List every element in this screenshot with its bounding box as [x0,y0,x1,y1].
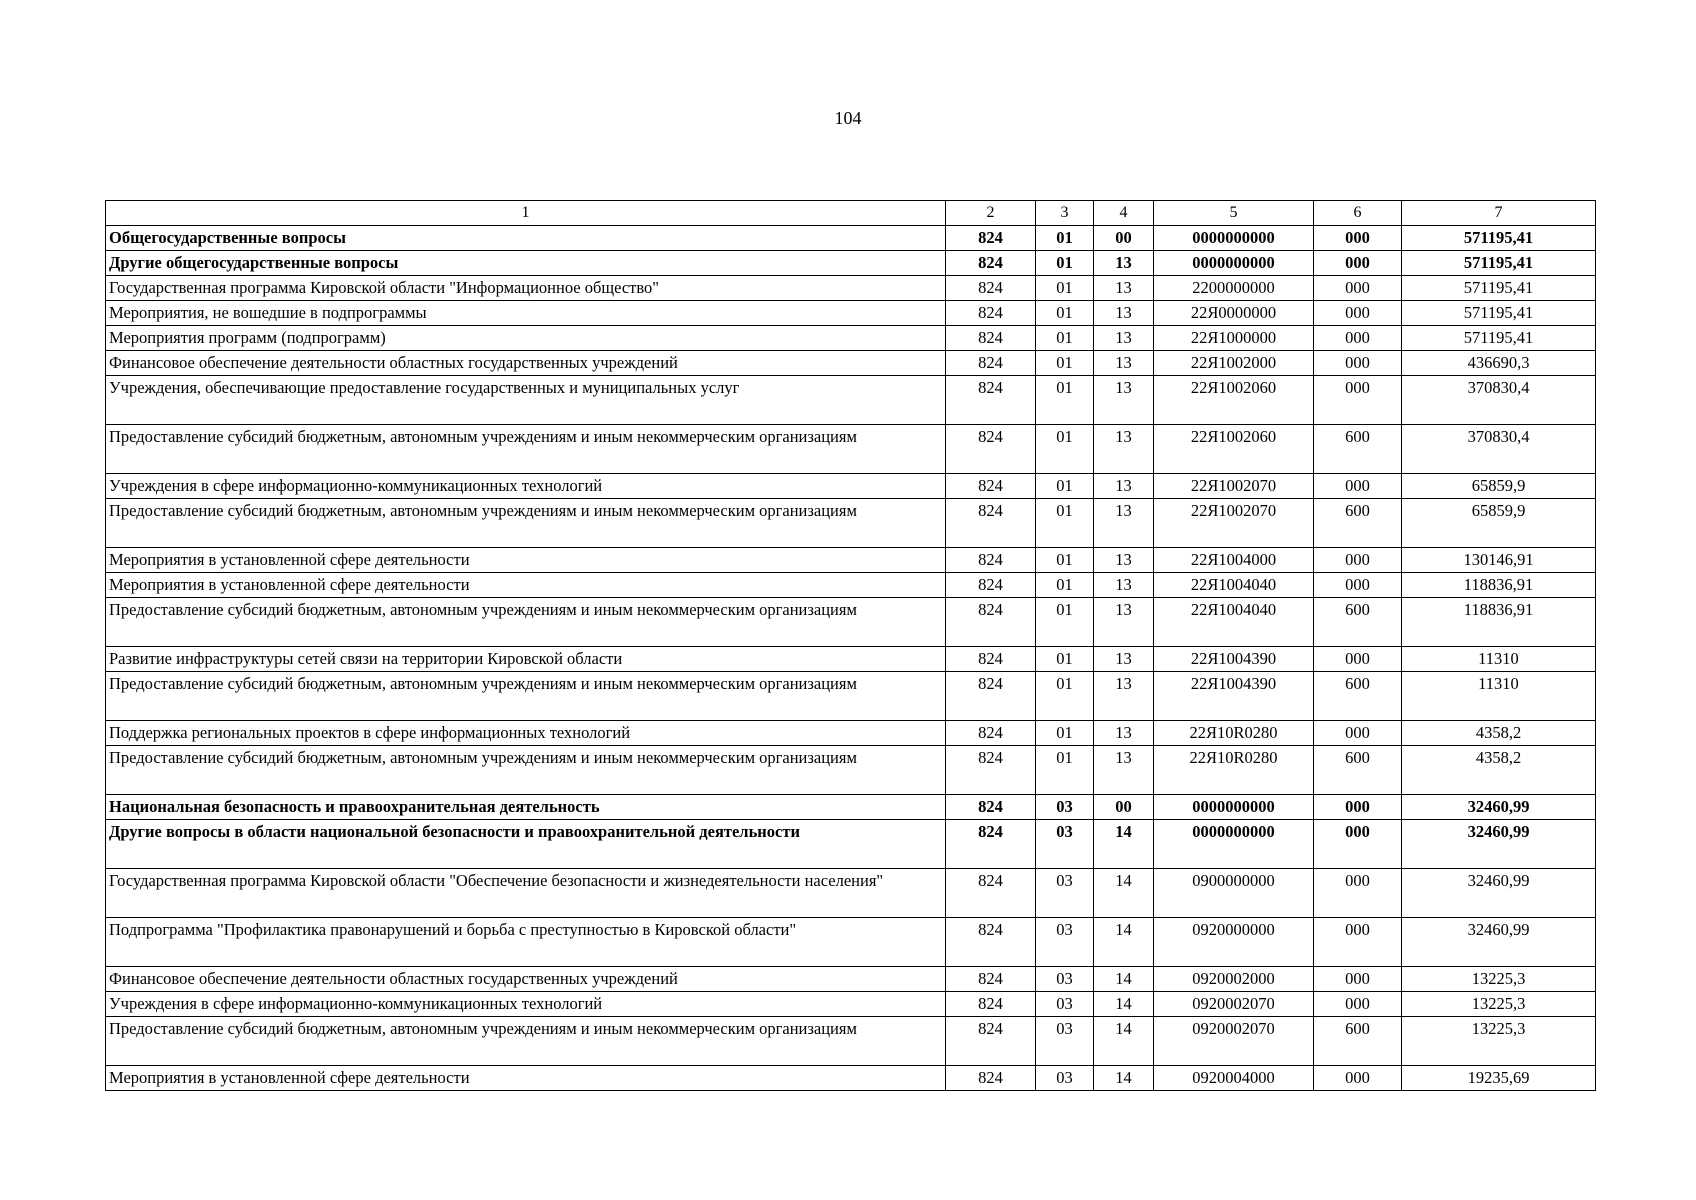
row-col-6: 000 [1314,721,1402,746]
row-col-3: 03 [1036,967,1094,992]
row-col-6: 000 [1314,918,1402,967]
row-col-6: 000 [1314,869,1402,918]
row-col-5: 22Я1004040 [1154,573,1314,598]
row-col-2: 824 [946,301,1036,326]
row-col-4: 13 [1094,598,1154,647]
row-col-6: 000 [1314,276,1402,301]
row-col-3: 01 [1036,573,1094,598]
row-col-2: 824 [946,795,1036,820]
row-amount: 11310 [1402,647,1596,672]
row-col-6: 600 [1314,746,1402,795]
row-col-2: 824 [946,573,1036,598]
row-col-4: 13 [1094,746,1154,795]
row-col-5: 22Я1002070 [1154,499,1314,548]
column-header-4: 4 [1094,201,1154,226]
row-col-6: 000 [1314,647,1402,672]
row-col-2: 824 [946,967,1036,992]
row-name: Мероприятия программ (подпрограмм) [106,326,946,351]
row-col-4: 00 [1094,226,1154,251]
row-col-2: 824 [946,598,1036,647]
row-col-2: 824 [946,226,1036,251]
row-name: Мероприятия в установленной сфере деятельности [106,548,946,573]
row-col-4: 13 [1094,548,1154,573]
table-body [106,226,1596,1091]
row-col-6: 000 [1314,820,1402,869]
row-name: Мероприятия в установленной сфере деятельности [106,1066,946,1091]
table-row [106,746,1596,795]
row-col-3: 03 [1036,820,1094,869]
column-header-6: 6 [1314,201,1402,226]
row-col-3: 01 [1036,251,1094,276]
row-amount: 13225,3 [1402,992,1596,1017]
row-col-6: 600 [1314,499,1402,548]
table-row [106,376,1596,425]
row-col-4: 13 [1094,251,1154,276]
row-col-3: 03 [1036,1017,1094,1066]
row-col-6: 000 [1314,351,1402,376]
row-name: Развитие инфраструктуры сетей связи на территории Кировской области [106,647,946,672]
row-name: Предоставление субсидий бюджетным, автономным учреждениям и иным некоммерческим организациям [106,425,946,474]
row-col-6: 600 [1314,1017,1402,1066]
row-col-5: 22Я1002070 [1154,474,1314,499]
row-col-5: 0000000000 [1154,226,1314,251]
row-amount: 19235,69 [1402,1066,1596,1091]
row-col-2: 824 [946,326,1036,351]
row-col-4: 13 [1094,276,1154,301]
row-col-4: 13 [1094,499,1154,548]
row-col-3: 03 [1036,869,1094,918]
row-name: Мероприятия, не вошедшие в подпрограммы [106,301,946,326]
row-col-2: 824 [946,276,1036,301]
row-col-5: 22Я1004040 [1154,598,1314,647]
table-row [106,1017,1596,1066]
row-col-6: 000 [1314,326,1402,351]
row-name: Поддержка региональных проектов в сфере информационных технологий [106,721,946,746]
row-col-2: 824 [946,992,1036,1017]
row-col-6: 000 [1314,226,1402,251]
table-row [106,1066,1596,1091]
row-col-5: 22Я1000000 [1154,326,1314,351]
row-col-6: 000 [1314,573,1402,598]
row-col-6: 000 [1314,301,1402,326]
table-row [106,351,1596,376]
row-col-4: 14 [1094,820,1154,869]
row-col-2: 824 [946,918,1036,967]
row-col-3: 01 [1036,548,1094,573]
row-col-3: 03 [1036,918,1094,967]
budget-table [105,200,1596,1091]
row-name: Учреждения в сфере информационно-коммуникационных технологий [106,474,946,499]
column-header-1: 1 [106,201,946,226]
row-amount: 4358,2 [1402,721,1596,746]
table-row [106,474,1596,499]
table-row [106,276,1596,301]
row-col-2: 824 [946,672,1036,721]
row-col-4: 14 [1094,918,1154,967]
row-amount: 571195,41 [1402,276,1596,301]
row-col-6: 000 [1314,1066,1402,1091]
table-row [106,548,1596,573]
row-col-5: 22Я1004390 [1154,647,1314,672]
row-col-3: 01 [1036,647,1094,672]
row-col-6: 000 [1314,967,1402,992]
table-row [106,251,1596,276]
row-col-2: 824 [946,548,1036,573]
table-row [106,499,1596,548]
row-col-5: 22Я10R0280 [1154,721,1314,746]
row-amount: 370830,4 [1402,376,1596,425]
row-col-3: 01 [1036,474,1094,499]
row-name: Другие общегосударственные вопросы [106,251,946,276]
table-row [106,647,1596,672]
row-amount: 118836,91 [1402,573,1596,598]
row-col-5: 2200000000 [1154,276,1314,301]
column-header-5: 5 [1154,201,1314,226]
row-amount: 65859,9 [1402,499,1596,548]
row-col-5: 0900000000 [1154,869,1314,918]
table-row [106,820,1596,869]
row-col-3: 03 [1036,795,1094,820]
row-col-3: 01 [1036,226,1094,251]
row-col-2: 824 [946,351,1036,376]
row-amount: 13225,3 [1402,1017,1596,1066]
table-row [106,967,1596,992]
row-name: Общегосударственные вопросы [106,226,946,251]
table-row [106,425,1596,474]
row-col-6: 000 [1314,376,1402,425]
table-row [106,672,1596,721]
row-name: Государственная программа Кировской области "Обеспечение безопасности и жизнедеятельности населения" [106,869,946,918]
row-col-2: 824 [946,869,1036,918]
table-row [106,226,1596,251]
table-row [106,326,1596,351]
row-col-5: 22Я1002000 [1154,351,1314,376]
row-amount: 571195,41 [1402,251,1596,276]
row-col-5: 0920002070 [1154,1017,1314,1066]
table-row [106,598,1596,647]
row-col-3: 03 [1036,992,1094,1017]
row-col-4: 14 [1094,967,1154,992]
row-col-5: 0000000000 [1154,795,1314,820]
row-col-4: 13 [1094,326,1154,351]
row-name: Финансовое обеспечение деятельности областных государственных учреждений [106,967,946,992]
row-col-5: 22Я10R0280 [1154,746,1314,795]
row-col-3: 01 [1036,672,1094,721]
row-col-2: 824 [946,820,1036,869]
row-col-3: 01 [1036,425,1094,474]
row-col-4: 13 [1094,573,1154,598]
row-amount: 13225,3 [1402,967,1596,992]
row-name: Учреждения, обеспечивающие предоставление государственных и муниципальных услуг [106,376,946,425]
row-col-5: 0920000000 [1154,918,1314,967]
row-col-4: 13 [1094,721,1154,746]
row-name: Другие вопросы в области национальной безопасности и правоохранительной деятельности [106,820,946,869]
row-amount: 370830,4 [1402,425,1596,474]
row-amount: 32460,99 [1402,918,1596,967]
row-name: Финансовое обеспечение деятельности областных государственных учреждений [106,351,946,376]
table-row [106,721,1596,746]
table-row [106,573,1596,598]
row-col-2: 824 [946,746,1036,795]
row-col-2: 824 [946,721,1036,746]
column-header-3: 3 [1036,201,1094,226]
row-col-6: 000 [1314,474,1402,499]
row-name: Подпрограмма "Профилактика правонарушений и борьба с преступностью в Кировской области" [106,918,946,967]
row-col-5: 22Я0000000 [1154,301,1314,326]
table-header [106,201,1596,226]
row-name: Предоставление субсидий бюджетным, автономным учреждениям и иным некоммерческим организациям [106,499,946,548]
row-amount: 571195,41 [1402,326,1596,351]
row-col-4: 14 [1094,1017,1154,1066]
row-amount: 118836,91 [1402,598,1596,647]
row-col-5: 0000000000 [1154,251,1314,276]
row-amount: 571195,41 [1402,301,1596,326]
row-col-6: 600 [1314,598,1402,647]
column-header-7: 7 [1402,201,1596,226]
row-col-3: 03 [1036,1066,1094,1091]
header-row [106,201,1596,226]
table-row [106,869,1596,918]
row-col-3: 01 [1036,598,1094,647]
row-col-2: 824 [946,1017,1036,1066]
row-col-5: 22Я1004390 [1154,672,1314,721]
row-amount: 32460,99 [1402,869,1596,918]
row-col-6: 000 [1314,992,1402,1017]
row-col-4: 14 [1094,869,1154,918]
row-col-5: 22Я1004000 [1154,548,1314,573]
table-row [106,992,1596,1017]
row-col-4: 13 [1094,672,1154,721]
row-col-4: 13 [1094,647,1154,672]
table-row [106,795,1596,820]
row-col-6: 600 [1314,425,1402,474]
row-col-5: 0000000000 [1154,820,1314,869]
row-col-5: 0920002000 [1154,967,1314,992]
row-name: Предоставление субсидий бюджетным, автономным учреждениям и иным некоммерческим организациям [106,1017,946,1066]
row-col-4: 13 [1094,351,1154,376]
row-amount: 32460,99 [1402,820,1596,869]
row-col-2: 824 [946,376,1036,425]
row-col-6: 000 [1314,548,1402,573]
row-col-3: 01 [1036,301,1094,326]
row-col-5: 22Я1002060 [1154,425,1314,474]
row-amount: 571195,41 [1402,226,1596,251]
row-amount: 436690,3 [1402,351,1596,376]
row-col-2: 824 [946,251,1036,276]
row-col-6: 000 [1314,795,1402,820]
row-col-2: 824 [946,1066,1036,1091]
row-name: Предоставление субсидий бюджетным, автономным учреждениям и иным некоммерческим организациям [106,672,946,721]
row-col-5: 0920004000 [1154,1066,1314,1091]
row-name: Учреждения в сфере информационно-коммуникационных технологий [106,992,946,1017]
table-row [106,918,1596,967]
table-row [106,301,1596,326]
row-name: Предоставление субсидий бюджетным, автономным учреждениям и иным некоммерческим организациям [106,746,946,795]
row-amount: 32460,99 [1402,795,1596,820]
row-name: Предоставление субсидий бюджетным, автономным учреждениям и иным некоммерческим организациям [106,598,946,647]
row-col-5: 22Я1002060 [1154,376,1314,425]
row-col-2: 824 [946,474,1036,499]
row-col-4: 13 [1094,425,1154,474]
row-amount: 65859,9 [1402,474,1596,499]
row-col-2: 824 [946,425,1036,474]
row-col-5: 0920002070 [1154,992,1314,1017]
row-amount: 4358,2 [1402,746,1596,795]
row-amount: 11310 [1402,672,1596,721]
row-col-3: 01 [1036,376,1094,425]
column-header-2: 2 [946,201,1036,226]
row-col-4: 14 [1094,1066,1154,1091]
row-col-3: 01 [1036,746,1094,795]
row-col-3: 01 [1036,499,1094,548]
row-col-3: 01 [1036,276,1094,301]
row-col-4: 14 [1094,992,1154,1017]
row-col-2: 824 [946,647,1036,672]
row-col-4: 13 [1094,376,1154,425]
row-col-4: 13 [1094,474,1154,499]
row-col-3: 01 [1036,721,1094,746]
row-name: Мероприятия в установленной сфере деятельности [106,573,946,598]
row-col-3: 01 [1036,326,1094,351]
row-col-4: 13 [1094,301,1154,326]
row-name: Государственная программа Кировской области "Информационное общество" [106,276,946,301]
row-amount: 130146,91 [1402,548,1596,573]
page-number: 104 [834,108,862,128]
row-col-2: 824 [946,499,1036,548]
row-col-6: 000 [1314,251,1402,276]
row-col-3: 01 [1036,351,1094,376]
row-col-6: 600 [1314,672,1402,721]
row-name: Национальная безопасность и правоохранительная деятельность [106,795,946,820]
row-col-4: 00 [1094,795,1154,820]
